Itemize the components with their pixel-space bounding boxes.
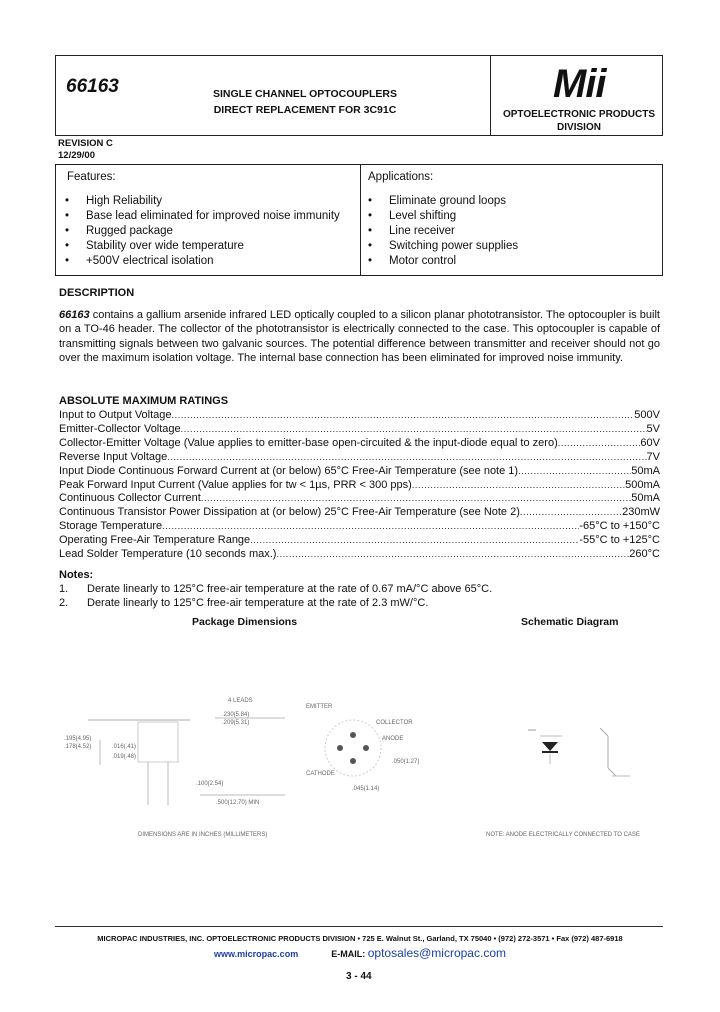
features-list bbox=[65, 194, 340, 269]
rating-leader-dots bbox=[181, 423, 647, 437]
revision-label: REVISION C bbox=[58, 138, 113, 149]
rating-row bbox=[59, 492, 660, 506]
note-1 bbox=[59, 582, 492, 596]
transistor-collector bbox=[600, 728, 608, 736]
ratings-heading: ABSOLUTE MAXIMUM RATINGS bbox=[59, 395, 229, 407]
dimensions-note: DIMENSIONS ARE IN INCHES (MILLIMETERS) bbox=[138, 832, 268, 838]
rating-leader-dots bbox=[167, 451, 646, 465]
description-body: contains a gallium arsenide infrared LED optically coupled to a silicon planar phototransistor. The optocoupler is built on a TO-46 header. The collector of the phototransistor is electrically connected to the case. This optocoupler is capable of transmitting signals between two galvanic sources. The potential difference between transmitter and receiver should not go over the maximum isolation voltage. The internal base connection has been eliminated for improved noise immunity. bbox=[59, 309, 660, 365]
rating-value: 500V bbox=[634, 409, 660, 421]
note-1-number: 1. bbox=[59, 583, 69, 595]
package-body bbox=[138, 722, 178, 762]
label-anode: ANODE bbox=[382, 736, 404, 742]
footer-address: MICROPAC INDUSTRIES, INC. OPTOELECTRONIC PRODUCTS DIVISION • 725 E. Walnut St., Garland, TX 75040 • (972) 272-3571 • Fax (972) 487-6918 bbox=[97, 934, 623, 943]
package-outline-circle bbox=[325, 720, 381, 776]
revision-date: 12/29/00 bbox=[58, 150, 95, 161]
features-applications-divider bbox=[360, 164, 361, 276]
rating-leader-dots bbox=[276, 548, 629, 562]
rating-label: Storage Temperature bbox=[59, 520, 163, 533]
description-heading: DESCRIPTION bbox=[59, 287, 135, 299]
ratings-list bbox=[59, 409, 660, 562]
feature-item: • Base lead eliminated for improved noise immunity bbox=[65, 209, 340, 224]
rating-leader-dots bbox=[201, 492, 631, 506]
led-symbol bbox=[542, 742, 558, 751]
feature-item: • +500V electrical isolation bbox=[65, 254, 340, 269]
email-link[interactable]: optosales@micropac.com bbox=[367, 946, 506, 960]
rating-value: 60V bbox=[640, 436, 660, 449]
rating-label: Peak Forward Input Current (Value applies for tw < 1µs, PRR < 300 pps) bbox=[59, 478, 412, 491]
rating-label: Lead Solder Temperature (10 seconds max.) bbox=[59, 548, 277, 561]
rating-label: Continuous Transistor Power Dissipation at (or below) 25°C Free-Air Temperature (see Note 2) bbox=[59, 506, 520, 519]
rating-row bbox=[59, 437, 660, 451]
rating-label: Input Diode Continuous Forward Current at (or below) 65°C Free-Air Temperature (see note 1) bbox=[59, 464, 519, 477]
website-link[interactable]: www.micropac.com bbox=[214, 949, 299, 959]
pin-anode bbox=[363, 745, 369, 751]
pin-collector bbox=[337, 745, 343, 751]
schematic-diagram bbox=[500, 700, 660, 800]
label-dim-c: .195(4.95) bbox=[64, 736, 92, 742]
document-title bbox=[200, 86, 410, 118]
note-2-number: 2. bbox=[59, 597, 69, 609]
email-label: E-MAIL: bbox=[331, 949, 366, 959]
rating-leader-dots bbox=[172, 409, 635, 423]
part-number: 66163 bbox=[66, 76, 119, 97]
label-dim-f: .019(.48) bbox=[112, 754, 137, 760]
label-cathode: CATHODE bbox=[306, 771, 335, 777]
rating-row bbox=[59, 520, 660, 534]
application-item: • Line receiver bbox=[368, 224, 518, 239]
rating-leader-dots bbox=[558, 437, 641, 451]
feature-item: • High Reliability bbox=[65, 194, 340, 209]
application-item: • Motor control bbox=[368, 254, 518, 269]
footer-divider bbox=[55, 926, 663, 927]
applications-title: Applications: bbox=[368, 171, 434, 183]
note-2-text: Derate linearly to 125°C free-air temperature at the rate of 2.3 mW/°C. bbox=[87, 597, 429, 609]
description-part: 66163 bbox=[59, 309, 90, 321]
header-divider bbox=[490, 55, 491, 136]
label-dim-b: .209(5.31) bbox=[222, 720, 250, 726]
pin-cathode bbox=[350, 758, 356, 764]
features-title: Features: bbox=[67, 171, 116, 183]
applications-list bbox=[368, 194, 518, 269]
rating-label: Continuous Collector Current bbox=[59, 492, 201, 505]
label-dim-d: .178(4.52) bbox=[64, 744, 92, 750]
rating-leader-dots bbox=[412, 479, 625, 493]
footer-contact bbox=[60, 946, 660, 960]
rating-row bbox=[59, 409, 660, 423]
rating-value: -55°C to +125°C bbox=[579, 534, 660, 547]
rating-label: Operating Free-Air Temperature Range bbox=[59, 534, 251, 547]
title-line-1: SINGLE CHANNEL OPTOCOUPLERS bbox=[213, 88, 397, 100]
rating-leader-dots bbox=[250, 534, 579, 548]
notes-block bbox=[59, 568, 492, 610]
label-lead-dia: .045(1.14) bbox=[352, 786, 380, 792]
rating-label: Emitter-Collector Voltage bbox=[59, 422, 181, 435]
label-dim-h: .100(2.54) bbox=[196, 781, 224, 787]
feature-item: • Rugged package bbox=[65, 224, 340, 239]
rating-row bbox=[59, 506, 660, 520]
division-line-2: DIVISION bbox=[557, 122, 601, 133]
rating-row bbox=[59, 479, 660, 493]
rating-label: Reverse Input Voltage bbox=[59, 450, 168, 463]
description-text bbox=[59, 308, 660, 366]
revision-block bbox=[58, 138, 113, 162]
rating-row bbox=[59, 465, 660, 479]
notes-heading: Notes: bbox=[59, 569, 94, 581]
rating-leader-dots bbox=[520, 506, 622, 520]
rating-value: 5V bbox=[646, 422, 660, 435]
transistor-emitter bbox=[608, 768, 616, 776]
note-1-text: Derate linearly to 125°C free-air temperature at the rate of 0.67 mA/°C above 65°C. bbox=[87, 583, 493, 595]
rating-value: 260°C bbox=[629, 548, 660, 561]
application-item: • Level shifting bbox=[368, 209, 518, 224]
rating-leader-dots bbox=[162, 520, 579, 534]
label-dim-a: .230(5.84) bbox=[222, 712, 250, 718]
label-collector: COLLECTOR bbox=[376, 720, 413, 726]
label-emitter: EMITTER bbox=[306, 704, 333, 710]
rating-value: 50mA bbox=[631, 464, 660, 477]
rating-row bbox=[59, 548, 660, 562]
rating-row bbox=[59, 534, 660, 548]
rating-value: 50mA bbox=[631, 492, 660, 505]
feature-item: • Stability over wide temperature bbox=[65, 239, 340, 254]
page-number: 3 - 44 bbox=[346, 971, 372, 982]
label-dim-g: .500(12.70) MIN bbox=[216, 800, 260, 806]
rating-label: Input to Output Voltage bbox=[59, 409, 172, 421]
title-line-2: DIRECT REPLACEMENT FOR 3C91C bbox=[213, 104, 397, 116]
label-pin-spacing: .050(1.27) bbox=[392, 759, 420, 765]
rating-leader-dots bbox=[518, 465, 631, 479]
application-item: • Eliminate ground loops bbox=[368, 194, 518, 209]
application-item: • Switching power supplies bbox=[368, 239, 518, 254]
rating-value: 230mW bbox=[622, 506, 660, 519]
rating-value: -65°C to +150°C bbox=[579, 520, 660, 533]
note-2 bbox=[59, 596, 492, 610]
label-leads: 4 LEADS bbox=[228, 698, 253, 704]
rating-row bbox=[59, 423, 660, 437]
schematic-note: NOTE: ANODE ELECTRICALLY CONNECTED TO CASE bbox=[486, 832, 640, 838]
rating-row bbox=[59, 451, 660, 465]
company-logo: Mii bbox=[553, 62, 606, 106]
rating-value: 500mA bbox=[625, 478, 660, 491]
package-caption: Package Dimensions bbox=[192, 616, 298, 628]
label-dim-e: .016(.41) bbox=[112, 744, 137, 750]
schematic-caption: Schematic Diagram bbox=[521, 616, 619, 628]
division-name bbox=[499, 108, 659, 134]
division-line-1: OPTOELECTRONIC PRODUCTS bbox=[502, 109, 656, 120]
rating-label: Collector-Emitter Voltage (Value applies to emitter-base open-circuited & the input-diode equal to zero) bbox=[59, 436, 558, 449]
pin-emitter bbox=[350, 732, 356, 738]
rating-value: 7V bbox=[646, 450, 660, 463]
